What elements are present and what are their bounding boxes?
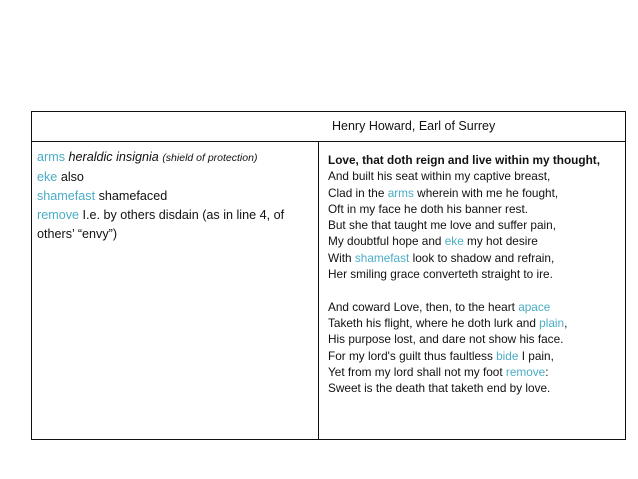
poem-line [328,233,623,249]
poem-line [328,185,623,201]
glossary-cell [37,148,315,244]
poem-table [31,111,626,440]
line-text: My doubtful hope and [328,234,445,249]
line-text: Clad in the [328,185,388,200]
line-text: His purpose lost, and dare not show his face. [328,332,564,347]
glossed-word: plain [539,315,565,330]
line-text: , [564,315,568,330]
poem-line [328,315,623,331]
line-text: And coward Love, then, to the heart [328,299,519,314]
table-header-row [32,112,625,142]
poem-line [328,201,623,217]
line-text: : [545,364,549,379]
poem-line [328,217,623,233]
poem-line [328,168,623,184]
glossed-word: arms [387,185,414,200]
line-text: Sweet is the death that taketh end by love. [328,381,551,396]
glossed-word: remove [505,364,546,379]
poem-line [328,250,623,266]
poem-line [328,152,623,168]
poem-line [328,364,623,380]
glossary-definition: I.e. by others disdain (as in line 4, of others’ “envy”) [37,208,285,241]
poem-line [328,348,623,364]
glossary-term: remove [37,208,79,222]
line-text: Love, that doth reign and live within my thought, [328,153,600,167]
author-title: Henry Howard, Earl of Surrey [332,119,496,133]
line-text: And built his seat within my captive breast, [328,169,551,184]
glossary-definition: also [60,170,84,184]
line-text: my hot desire [463,234,538,249]
glossary-term: arms [37,150,65,164]
glossary-definition: shamefaced [98,189,168,203]
poem-line [328,299,623,315]
line-text: With [328,250,355,265]
poem-line [328,266,623,282]
glossary-entry [37,187,315,206]
glossary-entry [37,206,315,244]
glossed-word: shamefast [354,250,410,265]
column-divider [318,141,319,439]
glossary-entry [37,148,315,168]
line-text: For my lord's guilt thus faultless [328,348,497,363]
line-text: wherein with me he fought, [413,185,559,200]
poem-line [328,331,623,347]
line-text: Her smiling grace converteth straight to ire. [328,267,553,282]
poem-cell [328,152,623,396]
glossary-definition: heraldic insignia [68,150,159,164]
line-text: Oft in my face he doth his banner rest. [328,201,528,216]
line-text: I pain, [518,348,554,363]
line-text: Yet from my lord shall not my foot [328,364,506,379]
line-text: But she that taught me love and suffer pain, [328,218,557,233]
glossed-word: bide [496,348,519,363]
poem-line [328,380,623,396]
line-text: look to shadow and refrain, [409,250,555,265]
glossed-word: apace [518,299,551,314]
glossary-note: (shield of protection) [162,152,258,164]
stanza-break [328,282,623,298]
glossary-term: shamefast [37,189,96,203]
line-text: Taketh his flight, where he doth lurk and [328,315,540,330]
glossary-entry [37,168,315,187]
glossed-word: eke [444,234,464,249]
glossary-term: eke [37,170,58,184]
